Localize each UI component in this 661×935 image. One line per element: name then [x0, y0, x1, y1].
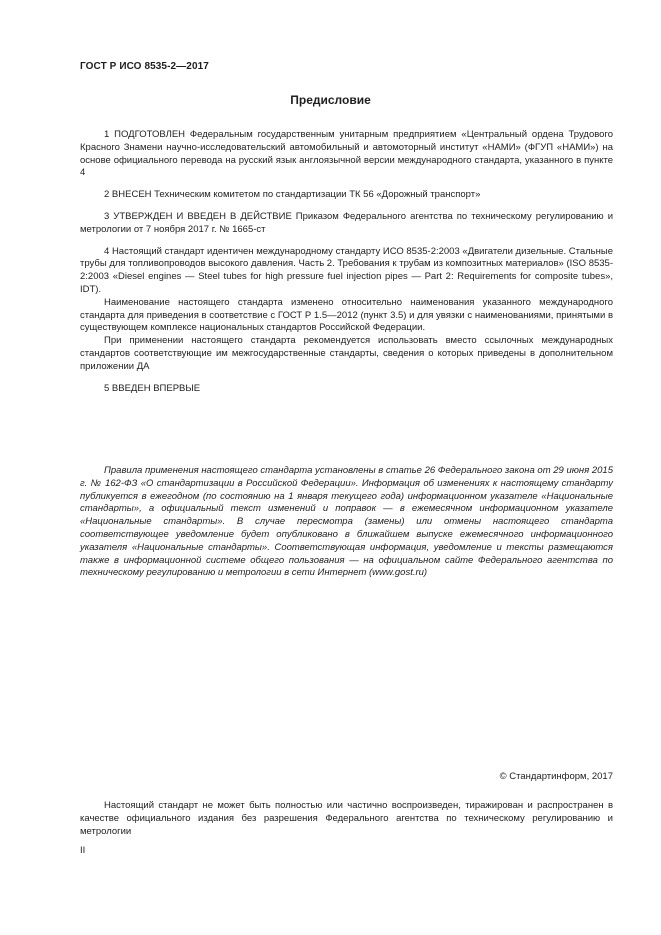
standard-code-header: ГОСТ Р ИСО 8535-2—2017: [80, 61, 209, 72]
paragraph-introduced: 2 ВНЕСЕН Техническим комитетом по стандартизации ТК 56 «Дорожный транспорт»: [104, 189, 481, 201]
reproduction-notice: [80, 800, 613, 838]
page-number: II: [80, 845, 86, 856]
paragraph-prepared: 1 ПОДГОТОВЛЕН Федеральным государственным унитарным предприятием «Центральный ордена Трудового Красного Знамени научно-исследовательский автомобильный и автомоторный институт «НАМИ» (ФГУП «НАМИ») на основе официального перевода на русский язык англоязычной версии международного стандарта, указанного в пункте 4: [80, 129, 613, 179]
paragraph-references: При применении настоящего стандарта рекомендуется использовать вместо ссылочных международных стандартов соответствующие им межгосударственные стандарты, сведения о которых приведены в дополнительном приложении ДА: [80, 335, 613, 372]
paragraph-approved: 3 УТВЕРЖДЕН И ВВЕДЕН В ДЕЙСТВИЕ Приказом Федерального агентства по техническому регулированию и метрологии от 7 ноября 2017 г. № 1665-ст: [80, 210, 613, 235]
paragraph-name-changed: Наименование настоящего стандарта изменено относительно наименования указанного международного стандарта для приведения в соответствие с ГОСТ Р 1.5—2012 (пункт 3.5) и для увязки с наименованиями, принятыми в существующем комплексе национальных стандартов Российской Федерации.: [80, 296, 613, 334]
notice-text: Правила применения настоящего стандарта установлены в статье 26 Федерального закона от 29 июня 2015 г. № 162-ФЗ «О стандартизации в Российской Федерации». Информация об изменениях к настоящему стандарту публикуется в ежегодном (по состоянию на 1 января текущего года) информационном указателе «Национальные стандарты», а официальный текст изменений и поправок — в ежемесячном информационном указателе «Национальные стандарты». В случае пересмотра (замены) или отмены настоящего стандарта соответствующее уведомление будет опубликовано в ближайшем выпуске ежемесячного информационного указателя «Национальные стандарты». Соответствующая информация, уведомление и тексты размещаются также в информационной системе общего пользования — на официальном сайте Федерального агентства по техническому регулированию и метрологии в сети Интернет (www.gost.ru): [80, 465, 613, 579]
application-rules-notice: [80, 465, 613, 580]
reproduction-text: Настоящий стандарт не может быть полностью или частично воспроизведен, тиражирован и распространен в качестве официального издания без разрешения Федерального агентства по техническому регулированию и метрологии: [80, 800, 613, 837]
paragraph-first-introduced: 5 ВВЕДЕН ВПЕРВЫЕ: [104, 382, 201, 394]
copyright-line: © Стандартинформ, 2017: [499, 771, 613, 782]
foreword-body: [80, 129, 613, 395]
page-title: Предисловие: [290, 93, 371, 107]
paragraph-identical: 4 Настоящий стандарт идентичен международному стандарту ИСО 8535-2:2003 «Двигатели дизельные. Стальные трубы для топливопроводов высокого давления. Часть 2. Требования к трубам из композитных материалов» (ISO 8535-2:2003 «Diesel engines — Steel tubes for high pressure fuel injection pipes — Part 2: Requirements for composite tubes», IDT).: [80, 245, 613, 295]
